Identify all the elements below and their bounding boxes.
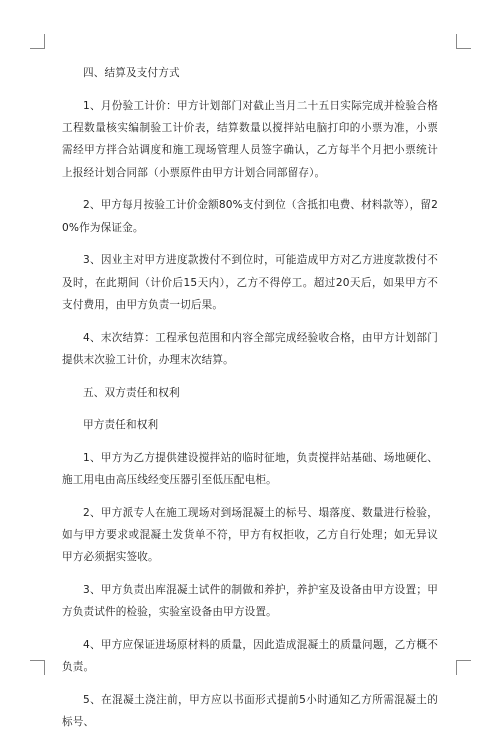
crop-mark-top-left — [30, 34, 45, 49]
paragraph-monthly-valuation: 1、月份验工计价：甲方计划部门对截止当月二十五日实际完成并检验合格工程数量核实编制验工计价表，结算数量以搅拌站电脑打印的小票为准，小票需经甲方拌合站调度和施工现场管理人员签字确认，乙方每半个月把小票统计上报经计划合同部（小票原件由甲方计划合同部留存）。 — [62, 99, 438, 179]
section-heading-responsibilities: 五、双方责任和权利 — [83, 386, 180, 399]
paragraph-payment-ratio: 2、甲方每月按验工计价金额80%支付到位（含抵扣电费、材料款等），留20%作为保证金。 — [62, 199, 438, 234]
document-body — [62, 62, 438, 744]
paragraph-final-settlement: 4、末次结算：工程承包范围和内容全部完成经验收合格，由甲方计划部门提供末次验工计价，办理末次结算。 — [62, 331, 438, 366]
crop-mark-bottom-left — [30, 660, 45, 675]
section-heading-settlement: 四、结算及支付方式 — [83, 67, 180, 79]
paragraph-test-specimens: 3、甲方负责出库混凝土试件的制做和养护，养护室及设备由甲方设置；甲方负责试件的检验，实验室设备由甲方设置。 — [62, 584, 438, 619]
paragraph-material-quality: 4、甲方应保证进场原材料的质量，因此造成混凝土的质量问题，乙方概不负责。 — [62, 639, 438, 674]
paragraph-land-and-power: 1、甲方为乙方提供建设搅拌站的临时征地，负责搅拌站基础、场地硬化、施工用电由高压线经变压器引至低压配电柜。 — [62, 451, 438, 487]
subheading-party-a: 甲方责任和权利 — [83, 419, 159, 432]
crop-mark-top-right — [456, 34, 471, 49]
paragraph-onsite-inspection: 2、甲方派专人在施工现场对到场混凝土的标号、塌落度、数量进行检验，如与甲方要求或混凝土发货单不符，甲方有权拒收，乙方自行处理；如无异议甲方必须据实签收。 — [62, 506, 438, 564]
crop-mark-bottom-right — [456, 660, 471, 675]
paragraph-pour-notice: 5、在混凝土浇注前，甲方应以书面形式提前5小时通知乙方所需混凝土的标号、 — [62, 694, 438, 729]
paragraph-payment-delay: 3、因业主对甲方进度款拨付不到位时，可能造成甲方对乙方进度款拨付不及时，在此期间（计价后15天内），乙方不得停工。超过20天后，如果甲方不支付费用，由甲方负责一切后果。 — [62, 254, 438, 311]
